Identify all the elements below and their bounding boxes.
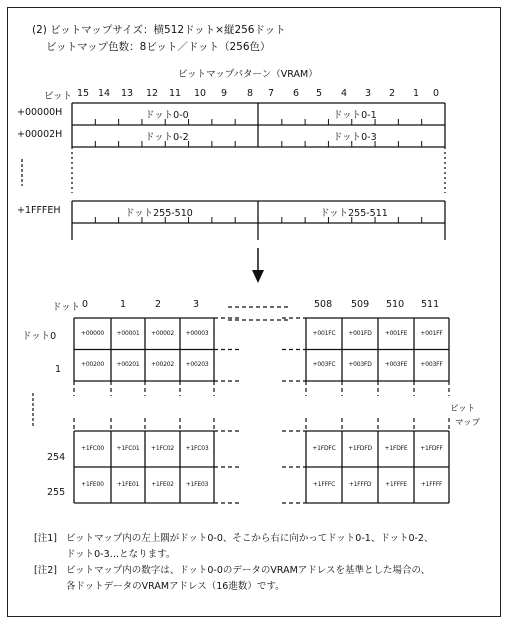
note-1-text: ビットマップ内の左上隅がドット0-0、そこから右に向かってドット0-1、ドット0-2、 — [66, 533, 434, 544]
bit-number: 9 — [221, 88, 228, 99]
grid-cell: +1FE02 — [151, 481, 174, 488]
bit-number: 10 — [194, 88, 207, 99]
note-1-cont: ドット0-3…となります。 — [66, 549, 176, 560]
note-2-cont: 各ドットデータのVRAMアドレス（16進数）です。 — [66, 581, 285, 592]
bit-number: 4 — [341, 88, 348, 99]
grid-cell: +1FDFE — [384, 445, 408, 452]
grid-cell: +1FE00 — [81, 481, 104, 488]
grid-row-label: 255 — [47, 487, 66, 498]
vram-dot-left: ドット255-510 — [125, 208, 193, 219]
grid-cell: +00002 — [151, 329, 174, 337]
bit-number: 13 — [121, 88, 134, 99]
header-line-1: (2) ビットマップサイズ：横512ドット×縦256ドット — [32, 24, 286, 36]
grid-cell: +00000 — [81, 329, 104, 337]
grid-cell: +1FFFC — [312, 481, 336, 488]
bit-label: ビット — [44, 91, 73, 102]
grid-cell: +1FDFF — [420, 445, 443, 452]
header-line-2: ビットマップ色数：8ビット／ドット（256色） — [46, 41, 271, 53]
grid-column-header: 510 — [386, 299, 405, 310]
vram-dot-right: ドット255-511 — [320, 208, 388, 219]
note-2-tag: [注2] — [34, 565, 57, 576]
side-label-2: マップ — [455, 418, 481, 428]
grid-column-header: 2 — [155, 299, 162, 310]
grid-column-header: 508 — [314, 299, 333, 310]
grid-dot-label: ドット — [52, 302, 81, 313]
vram-dot-right: ドット0-3 — [333, 132, 377, 143]
grid-cell: +001FD — [348, 329, 372, 337]
grid-column-header: 0 — [82, 299, 89, 310]
grid-row-label: ドット0 — [22, 331, 57, 342]
bit-number: 12 — [146, 88, 159, 99]
bit-number: 7 — [268, 88, 275, 99]
bit-number: 15 — [77, 88, 90, 99]
grid-cell: +001FF — [420, 329, 443, 337]
bit-number: 0 — [433, 88, 440, 99]
grid-cell: +1FFFE — [385, 481, 407, 488]
grid-cell: +1FC03 — [185, 445, 209, 452]
note-2-text: ビットマップ内の数字は、ドット0-0のデータのVRAMアドレスを基準とした場合の、 — [66, 565, 431, 576]
vram-dot-left: ドット0-0 — [145, 110, 189, 121]
bit-number: 3 — [365, 88, 372, 99]
grid-cell: +00200 — [81, 361, 104, 369]
grid-column-header: 3 — [193, 299, 200, 310]
side-label-1: ビット — [450, 404, 476, 414]
grid-cell: +00202 — [151, 361, 174, 369]
vram-address-label: +00002H — [17, 129, 63, 140]
vram-dot-left: ドット0-2 — [145, 132, 189, 143]
grid-cell: +003FE — [384, 361, 408, 369]
bit-number: 14 — [98, 88, 111, 99]
grid-cell: +001FE — [384, 329, 408, 337]
grid-cell: +1FC02 — [151, 445, 174, 452]
grid-cell: +1FFFF — [420, 481, 443, 488]
bit-number: 1 — [413, 88, 420, 99]
grid-cell: +1FC01 — [116, 445, 140, 452]
note-1-tag: [注1] — [34, 533, 57, 544]
grid-cell: +00003 — [185, 329, 209, 337]
grid-column-header: 511 — [421, 299, 440, 310]
grid-cell: +1FDFC — [312, 445, 336, 452]
grid-cell: +1FC00 — [81, 445, 104, 452]
grid-row-label: 254 — [47, 452, 66, 463]
grid-cell: +003FC — [312, 361, 336, 369]
bit-number: 5 — [316, 88, 323, 99]
vram-title: ビットマップパターン（VRAM） — [178, 69, 318, 80]
grid-cell: +1FE03 — [185, 481, 209, 488]
grid-row-label: 1 — [55, 364, 62, 375]
grid-cell: +001FC — [312, 329, 336, 337]
bit-number: 11 — [169, 88, 182, 99]
grid-cell: +00201 — [116, 361, 140, 369]
grid-cell: +003FF — [420, 361, 443, 369]
grid-cell: +00001 — [116, 329, 140, 337]
vram-address-label: +00000H — [17, 107, 63, 118]
vram-dot-right: ドット0-1 — [333, 110, 377, 121]
grid-cell: +00203 — [185, 361, 209, 369]
grid-column-header: 509 — [351, 299, 370, 310]
bit-number: 6 — [293, 88, 300, 99]
grid-cell: +1FDFD — [348, 445, 372, 452]
vram-address-label: +1FFFEH — [17, 205, 61, 216]
bit-number: 8 — [247, 88, 254, 99]
bit-number: 2 — [389, 88, 396, 99]
grid-cell: +1FE01 — [116, 481, 140, 488]
grid-cell: +1FFFD — [348, 481, 372, 488]
grid-column-header: 1 — [120, 299, 127, 310]
grid-cell: +003FD — [348, 361, 372, 369]
